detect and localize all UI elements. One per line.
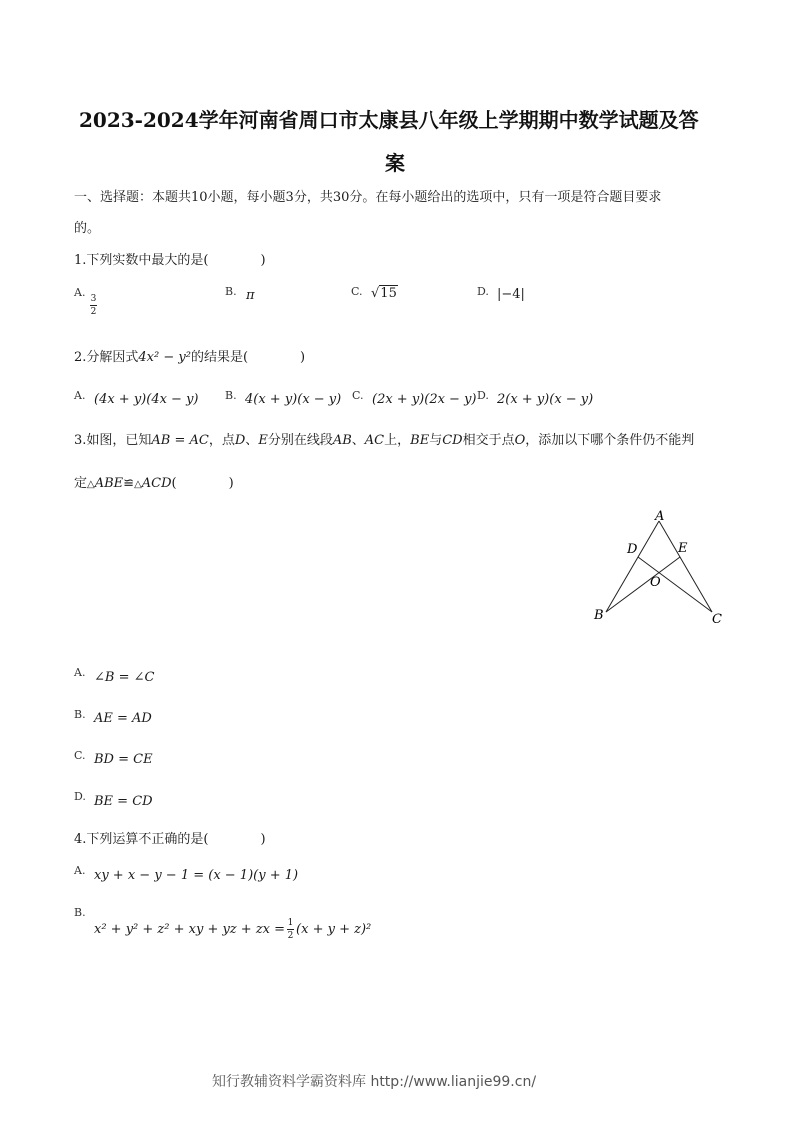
q1-option-a-label: A. <box>74 286 86 299</box>
q2-option-d-value: 2(x + y)(x − y) <box>497 392 594 407</box>
q3-text: ，点 <box>208 433 235 448</box>
q3-math: ABE <box>94 476 124 491</box>
q3-math: D <box>234 433 246 448</box>
q2-stem-expression: 4x² − y² <box>138 350 191 365</box>
point-label-c: C <box>712 612 722 627</box>
section-instructions-line-1: 一、选择题：本题共10小题，每小题3分，共30分。在每小题给出的选项中，只有一项是符合题目要求 <box>74 190 662 205</box>
q3-math: O <box>514 433 526 448</box>
q4-option-b-rhs: (x + y + z)² <box>296 922 372 937</box>
q1-option-a-denominator: 2 <box>90 307 97 317</box>
q3-option-b-label: B. <box>74 708 86 721</box>
q1-option-a-fraction <box>90 294 97 317</box>
q1-option-a-numerator: 3 <box>90 294 97 304</box>
q3-option-c-value: BD = CE <box>94 752 153 767</box>
point-label-a: A <box>655 509 665 524</box>
q1-option-c-label: C. <box>351 285 363 298</box>
q3-text: ，添加以下哪个条件仍不能判 <box>525 433 695 448</box>
q3-option-d-value: BE = CD <box>94 794 153 809</box>
triangle-symbol: △ <box>87 479 95 490</box>
q3-option-a-label: A. <box>74 666 86 679</box>
page-title-line-2: 案 <box>385 151 405 175</box>
q3-option-b-value: AE = AD <box>94 711 152 726</box>
point-label-e: E <box>678 541 688 556</box>
q4-option-b-numerator: 1 <box>287 918 294 928</box>
q3-text: 3.如图，已知 <box>74 433 152 448</box>
q3-text: 定 <box>74 476 88 491</box>
q3-text: 相交于点 <box>462 433 515 448</box>
q4-option-b-lhs: x² + y² + z² + xy + yz + zx = <box>94 922 286 937</box>
q2-option-c-value: (2x + y)(2x − y) <box>372 392 477 407</box>
q1-option-d-value: |−4| <box>497 287 525 302</box>
q3-math: CD <box>442 433 463 448</box>
q4-option-b-value <box>94 918 371 941</box>
point-label-o: O <box>650 575 661 590</box>
q3-text: ( ) <box>171 476 234 491</box>
q3-text: 、 <box>351 433 365 448</box>
sqrt-symbol: √ <box>371 286 380 301</box>
q3-math: E <box>258 433 268 448</box>
point-label-b: B <box>594 608 604 623</box>
q2-option-a-label: A. <box>74 389 86 402</box>
q4-option-a-value: xy + x − y − 1 = (x − 1)(y + 1) <box>94 868 299 883</box>
segment-be <box>606 557 680 612</box>
page-title-line-1: 2023-2024学年河南省周口市太康县八年级上学期期中数学试题及答 <box>79 108 699 132</box>
q3-text: 与 <box>429 433 443 448</box>
section-instructions-line-2: 的。 <box>74 221 101 236</box>
q1-option-b-label: B. <box>225 285 237 298</box>
q1-stem: 1.下列实数中最大的是( ) <box>74 253 266 268</box>
q2-option-b-value: 4(x + y)(x − y) <box>245 392 342 407</box>
q3-option-c-label: C. <box>74 749 86 762</box>
q3-stem-line-2 <box>74 472 234 491</box>
q3-math: AB <box>332 433 352 448</box>
q3-triangle-figure <box>585 505 725 630</box>
q1-option-c-radicand: 15 <box>380 286 397 301</box>
q2-stem-prefix: 2.分解因式 <box>74 350 139 365</box>
q3-option-d-label: D. <box>74 790 86 803</box>
q3-math: AB = AC <box>151 433 209 448</box>
q3-text: 、 <box>245 433 259 448</box>
q3-math: ACD <box>141 476 172 491</box>
q2-option-a-value: (4x + y)(4x − y) <box>94 392 199 407</box>
q1-option-d-label: D. <box>477 285 489 298</box>
triangle-symbol: △ <box>134 479 142 490</box>
q3-option-a-value: ∠B = ∠C <box>94 670 155 685</box>
q4-option-a-label: A. <box>74 864 86 877</box>
q3-math: BE <box>410 433 430 448</box>
q1-option-c-value <box>371 286 398 301</box>
q1-option-b-value: π <box>246 288 255 303</box>
q3-stem-line-1 <box>74 429 694 448</box>
footer-watermark: 知行教辅资料学霸资料库 http://www.lianjie99.cn/ <box>212 1074 537 1090</box>
q4-option-b-denominator: 2 <box>287 931 294 941</box>
q2-option-c-label: C. <box>352 389 364 402</box>
q2-option-d-label: D. <box>477 389 489 402</box>
point-label-d: D <box>627 542 638 557</box>
q3-math: AC <box>364 433 385 448</box>
q4-stem: 4.下列运算不正确的是( ) <box>74 832 266 847</box>
q3-text: 上， <box>384 433 411 448</box>
q2-stem-suffix: 的结果是( ) <box>190 350 306 365</box>
q2-option-b-label: B. <box>225 389 237 402</box>
q3-text: 分别在线段 <box>267 433 333 448</box>
q4-option-b-label: B. <box>74 906 86 919</box>
q2-stem <box>74 346 305 365</box>
congruent-symbol: ≌ <box>123 476 135 491</box>
